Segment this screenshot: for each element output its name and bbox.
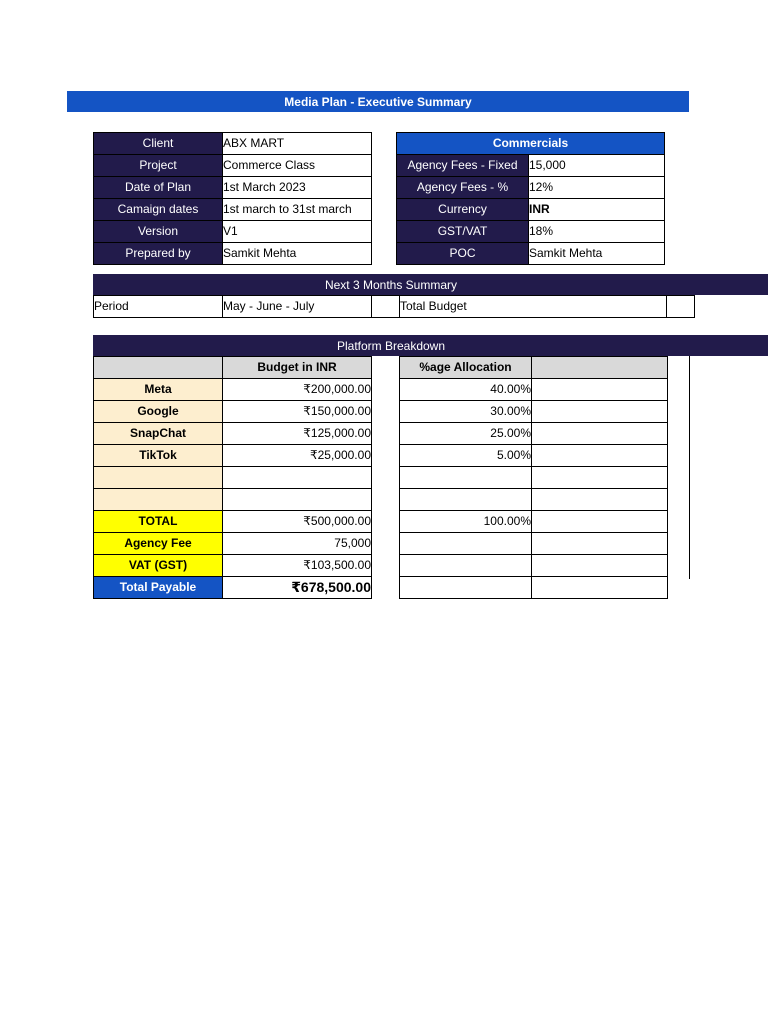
info-label[interactable]: Date of Plan [94,177,223,199]
total-budget-label[interactable]: Total Budget [400,296,667,318]
title-banner [67,91,689,112]
commercials-label[interactable]: POC [397,243,529,265]
payable-extra[interactable] [532,577,668,599]
commercials-row [397,155,665,177]
next3-table [93,295,695,318]
allocation-column-header[interactable]: %age Allocation [400,357,532,379]
gap-cell [372,357,400,379]
platform-allocation[interactable]: 5.00% [400,445,532,467]
budget-column-header[interactable]: Budget in INR [223,357,372,379]
commercials-table [396,132,665,265]
info-value[interactable]: Samkit Mehta [223,243,372,265]
platform-header-label: Platform Breakdown [336,338,446,353]
table-row [94,467,668,489]
platform-extra[interactable] [532,467,668,489]
total-allocation[interactable]: 100.00% [400,511,532,533]
next3-header-label: Next 3 Months Summary [324,277,458,292]
agency-fee-extra[interactable] [532,533,668,555]
page-title: Media Plan - Executive Summary [284,94,472,109]
platform-extra[interactable] [532,423,668,445]
commercials-row [397,221,665,243]
period-value[interactable]: May - June - July [223,296,372,318]
platform-allocation[interactable]: 30.00% [400,401,532,423]
commercials-value[interactable]: 12% [529,177,665,199]
vat-allocation[interactable] [400,555,532,577]
platform-allocation[interactable] [400,467,532,489]
vat-extra[interactable] [532,555,668,577]
agency-fee-row [94,533,668,555]
gap-cell [372,423,400,445]
platform-extra[interactable] [532,379,668,401]
platform-budget[interactable] [223,467,372,489]
info-value[interactable]: ABX MART [223,133,372,155]
payable-row [94,577,668,599]
total-row [94,511,668,533]
info-row [94,155,372,177]
info-value[interactable]: 1st March 2023 [223,177,372,199]
platform-name[interactable]: TikTok [94,445,223,467]
gap-cell [372,555,400,577]
total-budget-value[interactable] [667,296,695,318]
vat-value[interactable]: ₹103,500.00 [223,555,372,577]
period-label[interactable]: Period [94,296,223,318]
commercials-value[interactable]: INR [529,199,665,221]
next3-row [94,296,695,318]
info-row [94,199,372,221]
total-budget[interactable]: ₹500,000.00 [223,511,372,533]
payable-allocation[interactable] [400,577,532,599]
info-label[interactable]: Client [94,133,223,155]
platform-budget[interactable]: ₹150,000.00 [223,401,372,423]
commercials-value[interactable]: Samkit Mehta [529,243,665,265]
info-row [94,221,372,243]
info-row [94,243,372,265]
info-label[interactable]: Prepared by [94,243,223,265]
info-table [93,132,372,265]
gap-cell [372,445,400,467]
platform-header [93,335,768,356]
platform-allocation[interactable]: 40.00% [400,379,532,401]
total-label[interactable]: TOTAL [94,511,223,533]
platform-allocation[interactable] [400,489,532,511]
spacer-cell[interactable] [372,296,400,318]
table-row [94,379,668,401]
commercials-row [397,199,665,221]
platform-table [93,356,668,599]
gap-cell [372,401,400,423]
commercials-label[interactable]: Agency Fees - % [397,177,529,199]
info-row [94,133,372,155]
vat-row [94,555,668,577]
table-row [94,401,668,423]
platform-extra[interactable] [532,489,668,511]
next3-header [93,274,768,295]
info-value[interactable]: V1 [223,221,372,243]
platform-name[interactable] [94,489,223,511]
platform-budget[interactable] [223,489,372,511]
agency-fee-value[interactable]: 75,000 [223,533,372,555]
info-label[interactable]: Project [94,155,223,177]
platform-name[interactable] [94,467,223,489]
commercials-label[interactable]: Currency [397,199,529,221]
platform-allocation[interactable]: 25.00% [400,423,532,445]
info-row [94,177,372,199]
gap-cell [372,577,400,599]
commercials-value[interactable]: 15,000 [529,155,665,177]
table-row [94,489,668,511]
agency-fee-label[interactable]: Agency Fee [94,533,223,555]
platform-column-header-row [94,357,668,379]
info-label[interactable]: Camaign dates [94,199,223,221]
commercials-value[interactable]: 18% [529,221,665,243]
commercials-row [397,177,665,199]
platform-name[interactable]: SnapChat [94,423,223,445]
gap-cell [372,511,400,533]
platform-extra[interactable] [532,445,668,467]
table-row [94,445,668,467]
commercials-row [397,243,665,265]
payable-label[interactable]: Total Payable [94,577,223,599]
gap-cell [372,467,400,489]
commercials-header[interactable]: Commercials [397,133,665,155]
commercials-label[interactable]: Agency Fees - Fixed [397,155,529,177]
gap-cell [372,489,400,511]
agency-fee-allocation[interactable] [400,533,532,555]
info-value[interactable]: 1st march to 31st march [223,199,372,221]
payable-value[interactable]: ₹678,500.00 [223,577,372,599]
commercials-header-row [397,133,665,155]
platform-budget[interactable]: ₹25,000.00 [223,445,372,467]
gap-cell [372,533,400,555]
platform-name[interactable]: Meta [94,379,223,401]
extra-column-header[interactable] [532,357,668,379]
platform-name[interactable]: Google [94,401,223,423]
platform-budget[interactable]: ₹125,000.00 [223,423,372,445]
vat-label[interactable]: VAT (GST) [94,555,223,577]
platform-extra[interactable] [532,401,668,423]
platform-budget[interactable]: ₹200,000.00 [223,379,372,401]
commercials-label[interactable]: GST/VAT [397,221,529,243]
total-extra[interactable] [532,511,668,533]
column-divider [689,356,690,579]
platform-name-header[interactable] [94,357,223,379]
gap-cell [372,379,400,401]
info-label[interactable]: Version [94,221,223,243]
info-value[interactable]: Commerce Class [223,155,372,177]
table-row [94,423,668,445]
